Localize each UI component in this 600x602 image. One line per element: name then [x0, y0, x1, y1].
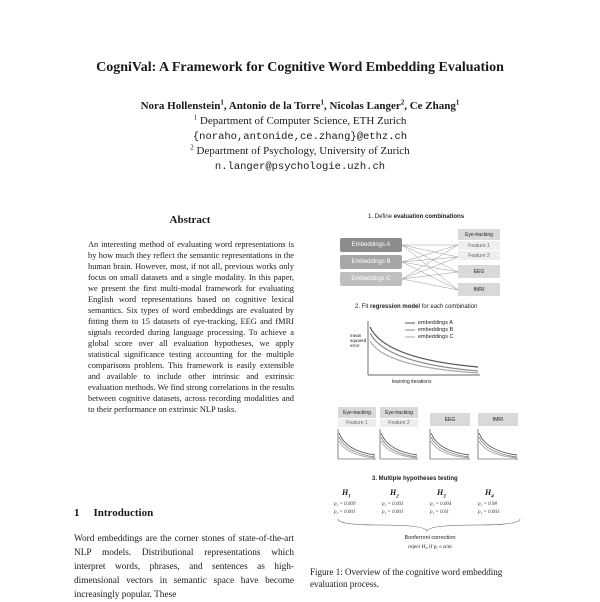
- author-sup: 2: [400, 98, 405, 107]
- author-list: Nora Hollenstein$^1$, Antonio de la Torre$^1$, Nicolas Langer$^2$, Ce Zhang$^1$: [140, 98, 460, 112]
- paper-title: CogniVal: A Framework for Cognitive Word Embedding Evaluation: [96, 60, 504, 75]
- small-plot-sub-1: Feature 1: [338, 419, 376, 427]
- email-1: {noraho,antonide,ce.zhang}@ethz.ch: [192, 131, 408, 143]
- small-plot-label-2: Eye-tracking: [380, 407, 418, 418]
- section-number: 1: [74, 507, 80, 519]
- small-plot-2: [380, 429, 418, 459]
- hyp-letter: H: [485, 488, 492, 497]
- small-plot-4: [478, 429, 518, 459]
- abstract-heading: Abstract: [169, 214, 211, 226]
- hypothesis-2: [390, 488, 399, 500]
- feature-1-box: Feature 1: [458, 241, 500, 250]
- hyp-sub: 1: [348, 494, 351, 500]
- p-value: p₁ = 0.004: [430, 502, 452, 507]
- reject-rule: reject H₀ if pᵢ ≤ α/m: [408, 544, 452, 550]
- figure-1: [330, 205, 530, 560]
- legend-label-b: embeddings B: [418, 327, 454, 333]
- p-value: p₁ = 0.009: [334, 502, 356, 507]
- hyp-sub: 3: [443, 494, 446, 500]
- embeddings-a-box: Embeddings A: [340, 238, 402, 252]
- curve-embeddings-c: [370, 341, 478, 373]
- step-text: 2. Fit: [355, 304, 371, 310]
- small-plot-3: [430, 429, 470, 459]
- small-plot-1: [338, 429, 376, 459]
- step-bold: regression model: [370, 304, 421, 310]
- p-value: p₂ = 0.001: [382, 510, 404, 515]
- p-value: p₂ = 0.01: [430, 510, 449, 515]
- fmri-box: fMRI: [458, 283, 500, 296]
- hypothesis-3: [437, 488, 446, 500]
- intro-text: Word embeddings are the corner stones of state-of-the-art NLP models. Distributional representations which interpret words, phrases, and sentences as high-dimensional vectors in semantic space have become increasingly popular. These: [74, 534, 294, 600]
- section-heading: [74, 507, 153, 519]
- y-axis-label: mean squared error: [350, 333, 367, 348]
- hyp-letter: H: [342, 488, 349, 497]
- aff-sup: 2: [190, 143, 194, 152]
- p-value: p₂ = 0.001: [334, 510, 356, 515]
- figure-caption: Figure 1: Overview of the cognitive word embedding evaluation process.: [310, 567, 503, 589]
- small-plot-label-4: fMRI: [478, 413, 518, 426]
- hyp-letter: H: [390, 488, 397, 497]
- embeddings-c-box: Embeddings C: [340, 272, 402, 286]
- author-sup: 1: [455, 98, 460, 107]
- author-name: Ce Zhang: [409, 100, 456, 112]
- p-value: p₁ = 0.98: [478, 502, 497, 507]
- small-plot-sub-2: Feature 2: [380, 419, 418, 427]
- step-bold: 3. Multiple hypotheses testing: [372, 476, 458, 482]
- affiliation-1: [0, 115, 600, 127]
- section-title: Introduction: [93, 507, 154, 519]
- email-2: n.langer@psychologie.uzh.ch: [214, 161, 386, 173]
- hyp-letter: H: [437, 488, 444, 497]
- figure-step-2: [355, 304, 530, 310]
- legend-label-c: embeddings C: [418, 334, 454, 340]
- eye-tracking-box: Eye-tracking: [458, 229, 500, 240]
- hypothesis-4: [485, 488, 494, 500]
- step-text: for each combination: [420, 304, 478, 310]
- eeg-box: EEG: [458, 265, 500, 278]
- legend-label-a: embeddings A: [418, 320, 453, 326]
- author-sup: 1: [220, 98, 224, 107]
- aff-sup: 1: [193, 113, 198, 122]
- aff-text: Department of Psychology, University of Zurich: [196, 145, 410, 157]
- p-value: p₂ = 0.003: [478, 510, 500, 515]
- author-name: Antonio de la Torre: [228, 100, 321, 112]
- affiliation-2: [0, 145, 600, 157]
- author-name: Nicolas Langer: [329, 100, 401, 112]
- curve-embeddings-a: [370, 327, 478, 367]
- author-sup: 1: [320, 98, 325, 107]
- hyp-sub: 4: [491, 494, 494, 500]
- step-text: 1. Define: [368, 214, 394, 220]
- bonferroni-brace: [330, 517, 530, 537]
- aff-text: Department of Computer Science, ETH Zurich: [199, 115, 407, 127]
- x-axis-label: learning iterations: [392, 379, 432, 385]
- step-bold: evaluation combinations: [393, 214, 465, 220]
- p-value: p₁ = 0.003: [382, 502, 404, 507]
- hyp-sub: 2: [396, 494, 399, 500]
- figure-step-3: [372, 476, 522, 482]
- feature-2-box: Feature 2: [458, 251, 500, 260]
- small-plots: [330, 429, 530, 469]
- small-plot-label-3: EEG: [430, 413, 470, 426]
- author-name: Nora Hollenstein: [140, 100, 221, 112]
- abstract-text: An interesting method of evaluating word representations is by how much they reflect the semantic representations in the human brain. However, most, if not all, previous works only focus on small datasets and a single modality. In this paper, we present the first multi-modal framework for evaluating English word representations based on cognitive lexical semantics. Six types of word embeddings are evaluated by fitting them to 15 datasets of eye-tracking, EEG and fMRI signals recorded during language processing. To achieve a global score over all evaluation hypotheses, we apply statistical significance testing accounting for the multiple comparisons problem. This framework is easily extensible and available to include other intrinsic and extrinsic evaluation methods. We find strong correlations in the results between cognitive datasets, across recording modalities and to their performance on extrinsic NLP tasks.: [88, 240, 294, 414]
- bonferroni-label: Bonferroni correction: [404, 535, 456, 541]
- embeddings-b-box: Embeddings B: [340, 255, 402, 269]
- hypothesis-1: [342, 488, 351, 500]
- small-plot-label-1: Eye-tracking: [338, 407, 376, 418]
